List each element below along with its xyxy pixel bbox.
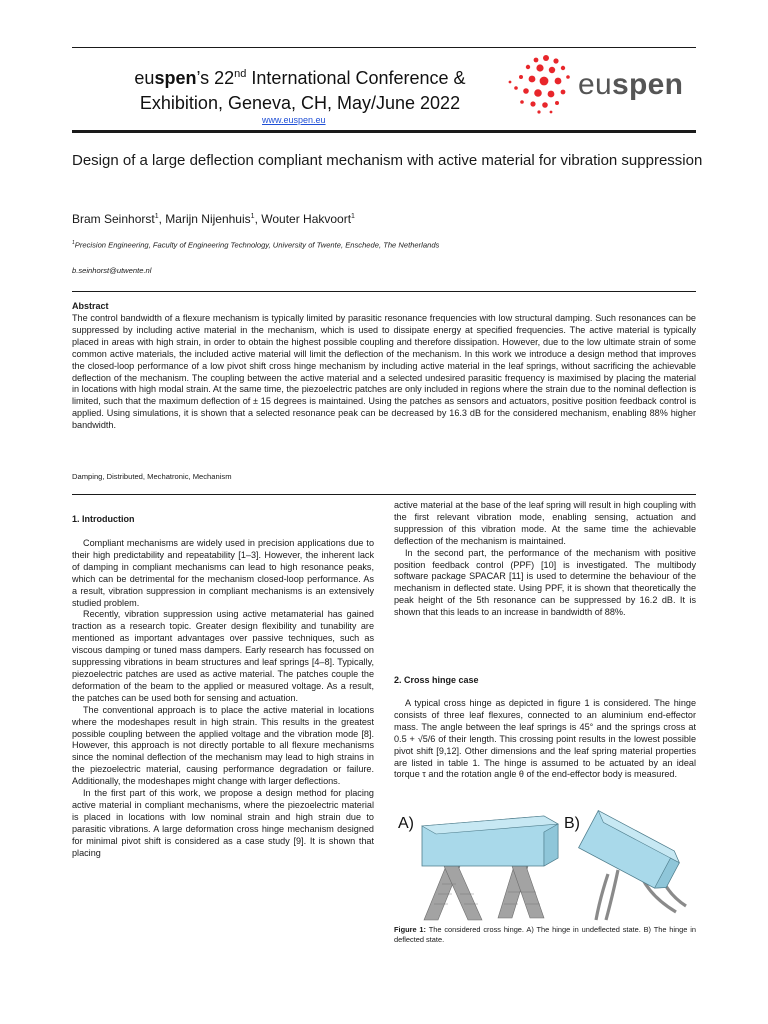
figure-label-b: B) xyxy=(564,815,580,832)
figure-caption-text: The considered cross hinge. A) The hinge in undeflected state. B) The hinge in deflected state. xyxy=(394,925,696,944)
author-name: Marijn Nijenhuis xyxy=(165,212,251,226)
author-sep: , xyxy=(158,212,166,226)
paragraph: active material at the base of the leaf spring will result in high coupling with the first relevant vibration mode, enabling sensing, actuation and suppression of this vibration mode. At the same time the achievable deflection of the mechanism is maintained. xyxy=(394,500,696,546)
affiliation-text: Precision Engineering, Faculty of Engineering Technology, University of Twente, Enschede, The Netherlands xyxy=(74,240,440,250)
keywords: Damping, Distributed, Mechatronic, Mechanism xyxy=(72,472,232,481)
conf-line1-rest: International Conference & xyxy=(246,68,466,88)
conf-edition-sup: nd xyxy=(234,68,247,80)
conf-line2: Exhibition, Geneva, CH, May/June 2022 xyxy=(139,93,461,113)
author-name: Wouter Hakvoort xyxy=(261,212,352,226)
paragraph: The conventional approach is to place the active material in locations where the modeshapes result in high strain. This results in the greatest possible coupling between the applied voltage and the vibration mode [8]. However, this approach is not directly portable to all flexure mechanisms since the nominal deflection of the mechanism may lead to high strains in the piezoelectric material, causing performance degradation or failure. Additionally, the modeshapes might change with larger deflections. xyxy=(72,704,374,787)
hinge-undeflected xyxy=(422,816,558,920)
paper-title: Design of a large deflection compliant mechanism with active material for vibration suppression xyxy=(72,152,703,169)
conf-brand-bold: spen xyxy=(154,68,197,88)
affiliation xyxy=(72,240,439,250)
author-sup: 1 xyxy=(154,213,159,220)
paragraph: Recently, vibration suppression using active metamaterial has gained traction as a research topic. Greater design flexibility and tunability are mentioned as important advantages over passive techniques, such as viscous damping or tuned mass dampers. Early research has focussed on suppressing vibrations in beam structures and leaf springs [4–8]. Typically, piezoelectric patches are used as active material. The patches couple the deformation of the beam to the applied or measured voltage. As a result, the patches can be used both for sensing and actuation. xyxy=(72,609,374,703)
conf-brand-prefix: eu xyxy=(134,68,155,88)
corresponding-email[interactable]: b.seinhorst@utwente.nl xyxy=(72,266,152,275)
abstract-rule xyxy=(72,291,696,292)
section-heading-introduction: 1. Introduction xyxy=(72,514,135,524)
figure-caption-label: Figure 1: xyxy=(394,925,427,934)
right-column-bottom xyxy=(394,698,696,781)
website-link[interactable]: www.euspen.eu xyxy=(262,115,326,125)
figure-cross-hinge xyxy=(394,808,696,923)
abstract-text: The control bandwidth of a flexure mechanism is typically limited by parasitic resonance frequencies with low structural damping. Such resonances can be suppressed by including active material in the mechanism, which is used to dissipate energy at specified frequencies. The active material is typically placed in areas with high strain, in order to obtain the highest possible coupling and therefore dissipation. However, due to the low ultimate strain of some common active materials, the included active material will limit the deflection of the mechanism. In this work we introduce a design method that improves the closed-loop performance of a low pivot shift cross hinge mechanism by including active material in the leaf springs, without sacrificing the achievable deflection of the mechanism. The coupling between the active material and a selected undesired parasitic frequency is maximised by placing the material in locations with high modal strain. At the same time, the piezoelectric patches are only included in regions where the strain due to the nominal deflection is limited, such that the maximum deflection of ± 15 degrees is maintained. Using the patches as sensors and actuators, positive position feedback control is applied. Using simulations, it is shown that a selected resonance peak can be decreased by 16.3 dB for the considered mechanism, enabling 88% higher bandwidth. xyxy=(72,313,696,431)
paragraph: In the first part of this work, we propose a design method for placing active material in compliant mechanisms, where the piezoelectric material is placed in locations with low nominal strain and high strain due to parasitic vibrations. A large deformation cross hinge mechanism designed for minimal pivot shift is considered as a case study [9]. It is shown that placing xyxy=(72,788,374,858)
abstract-heading: Abstract xyxy=(72,301,109,311)
paragraph: Compliant mechanisms are widely used in precision applications due to their high predictability and repeatability [1–3]. However, the inherent lack of damping in compliant mechanisms can lead to high resonance peaks, which can be detrimental for the mechanism closed-loop performance. As a result, vibration suppression in compliant mechanisms is an extensively studied problem. xyxy=(72,538,374,608)
hinge-deflected xyxy=(579,811,686,920)
conf-edition: ’s 22 xyxy=(196,68,235,88)
right-column-top xyxy=(394,500,696,619)
author-sup: 1 xyxy=(351,213,355,220)
euspen-logo-text xyxy=(578,68,683,102)
figure-caption xyxy=(394,925,696,945)
top-rule xyxy=(72,47,696,48)
logo-text-bold: spen xyxy=(611,68,684,101)
author-sep: , xyxy=(254,212,262,226)
keywords-rule xyxy=(72,494,696,495)
author-list xyxy=(72,212,355,226)
conference-header xyxy=(100,66,500,116)
thick-rule xyxy=(72,130,696,133)
paragraph: In the second part, the performance of the mechanism with positive position feedback control (PPF) [10] is investigated. The multibody software package SPACAR [11] is used to determine the behaviour of the mechanism in deflected state. Using PPF, it is shown that theoretically the peak height of the 5th resonance can be suppressed by 16.2 dB. It is shown that this leads to an increase in bandwidth of 88%. xyxy=(394,547,696,618)
affiliation-sup: 1 xyxy=(72,240,75,246)
figure-label-a: A) xyxy=(398,815,414,832)
left-column xyxy=(72,538,374,859)
section-heading-cross-hinge: 2. Cross hinge case xyxy=(394,675,479,685)
logo-text-prefix: eu xyxy=(578,68,612,101)
author-name: Bram Seinhorst xyxy=(72,212,155,226)
author-sup: 1 xyxy=(250,213,255,220)
paragraph: A typical cross hinge as depicted in figure 1 is considered. The hinge consists of three leaf flexures, connected to an aluminium end-effector mass. The angle between the leaf springs is 45° and the springs cross at 0.5 + √5/6 of their length. This crossing point results in the lowest possible pivot shift [9,12]. Other dimensions and the leaf spring material properties are listed in table 1. The hinge is assumed to be actuated by an ideal torque τ and the rotation angle θ of the end-effector body is measured. xyxy=(394,698,696,780)
